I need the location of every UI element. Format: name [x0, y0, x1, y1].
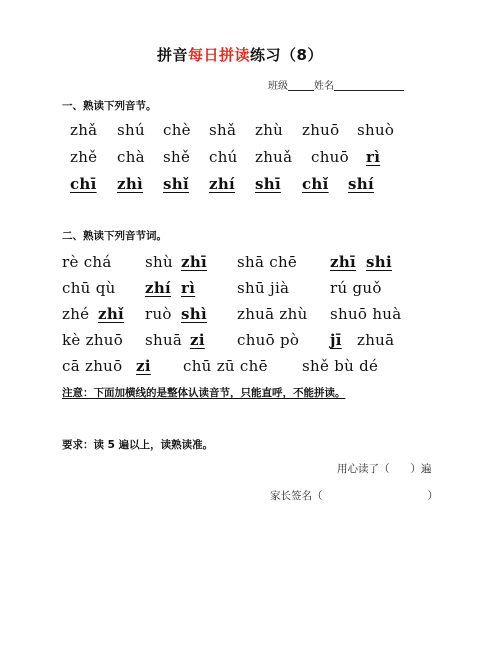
syllable: zhuō — [302, 121, 340, 139]
word: shuō huà — [330, 305, 402, 323]
page-title — [0, 44, 480, 65]
syllable-whole-read: shí — [348, 175, 374, 193]
word: chū qù — [62, 279, 116, 297]
title-part-1: 拼音 — [157, 46, 189, 64]
word-whole-read: jī — [330, 331, 342, 349]
section1-heading: 一、熟读下列音节。 — [62, 100, 157, 112]
syllable: chè — [163, 121, 191, 139]
word: cā zhuō — [62, 357, 123, 375]
syllable-whole-read: shī — [255, 175, 281, 193]
note-text: 注意：下面加横线的是整体认读音节，只能直呼，不能拼读。 — [62, 387, 346, 399]
requirement-text: 要求：读 5 遍以上，读熟读准。 — [62, 439, 214, 451]
name-blank — [334, 80, 404, 91]
syllable: zhù — [255, 121, 284, 139]
word: shū jià — [237, 279, 290, 297]
word: rú guǒ — [330, 279, 382, 297]
name-label: 姓名 — [314, 81, 334, 92]
word: zhé — [62, 305, 90, 323]
section2-heading: 二、熟读下列音节词。 — [62, 230, 167, 242]
word-whole-read: zhī — [181, 253, 208, 271]
parent-signature-field: 家长签名（ ） — [270, 490, 438, 502]
word: shuā — [145, 331, 183, 349]
word-whole-read: zhí — [145, 279, 172, 297]
class-label: 班级 — [268, 81, 288, 92]
word: chū zū chē — [183, 357, 268, 375]
syllable: shú — [117, 121, 145, 139]
word: ruò — [145, 305, 172, 323]
syllable-whole-read: rì — [366, 148, 381, 166]
word: shě bù dé — [302, 357, 379, 375]
syllable: shuò — [357, 121, 395, 139]
syllable: zhě — [70, 148, 98, 166]
word: rè chá — [62, 253, 112, 271]
syllable: chuō — [311, 148, 349, 166]
syllable-whole-read: zhì — [117, 175, 144, 193]
word: shù — [145, 253, 173, 271]
word-whole-read: rì — [181, 279, 196, 297]
syllable: zhuǎ — [255, 148, 293, 166]
syllable: chú — [209, 148, 238, 166]
syllable-whole-read: zhí — [209, 175, 236, 193]
class-name-line — [268, 77, 404, 92]
syllable: shǎ — [209, 121, 237, 139]
word: kè zhuō — [62, 331, 124, 349]
word: chuō pò — [237, 331, 300, 349]
word-whole-read: shì — [181, 305, 207, 323]
word: zhuā — [357, 331, 395, 349]
read-times-field: 用心读了（ ）遍 — [337, 463, 432, 475]
syllable-whole-read: shǐ — [163, 175, 189, 193]
title-part-2: 练习（8） — [250, 46, 323, 64]
syllable: zhǎ — [70, 121, 98, 139]
title-red-part: 每日拼读 — [188, 46, 251, 64]
syllable: shě — [163, 148, 191, 166]
class-blank — [288, 80, 314, 91]
word-whole-read: zi — [136, 357, 151, 375]
syllable: chà — [117, 148, 145, 166]
word-whole-read: shi — [366, 253, 392, 271]
word: zhuā zhù — [237, 305, 308, 323]
word-whole-read: zhī — [330, 253, 357, 271]
syllable-whole-read: chǐ — [302, 175, 329, 193]
word-whole-read: zi — [190, 331, 205, 349]
word-whole-read: zhǐ — [98, 305, 125, 323]
syllable-whole-read: chī — [70, 175, 97, 193]
word: shā chē — [237, 253, 298, 271]
